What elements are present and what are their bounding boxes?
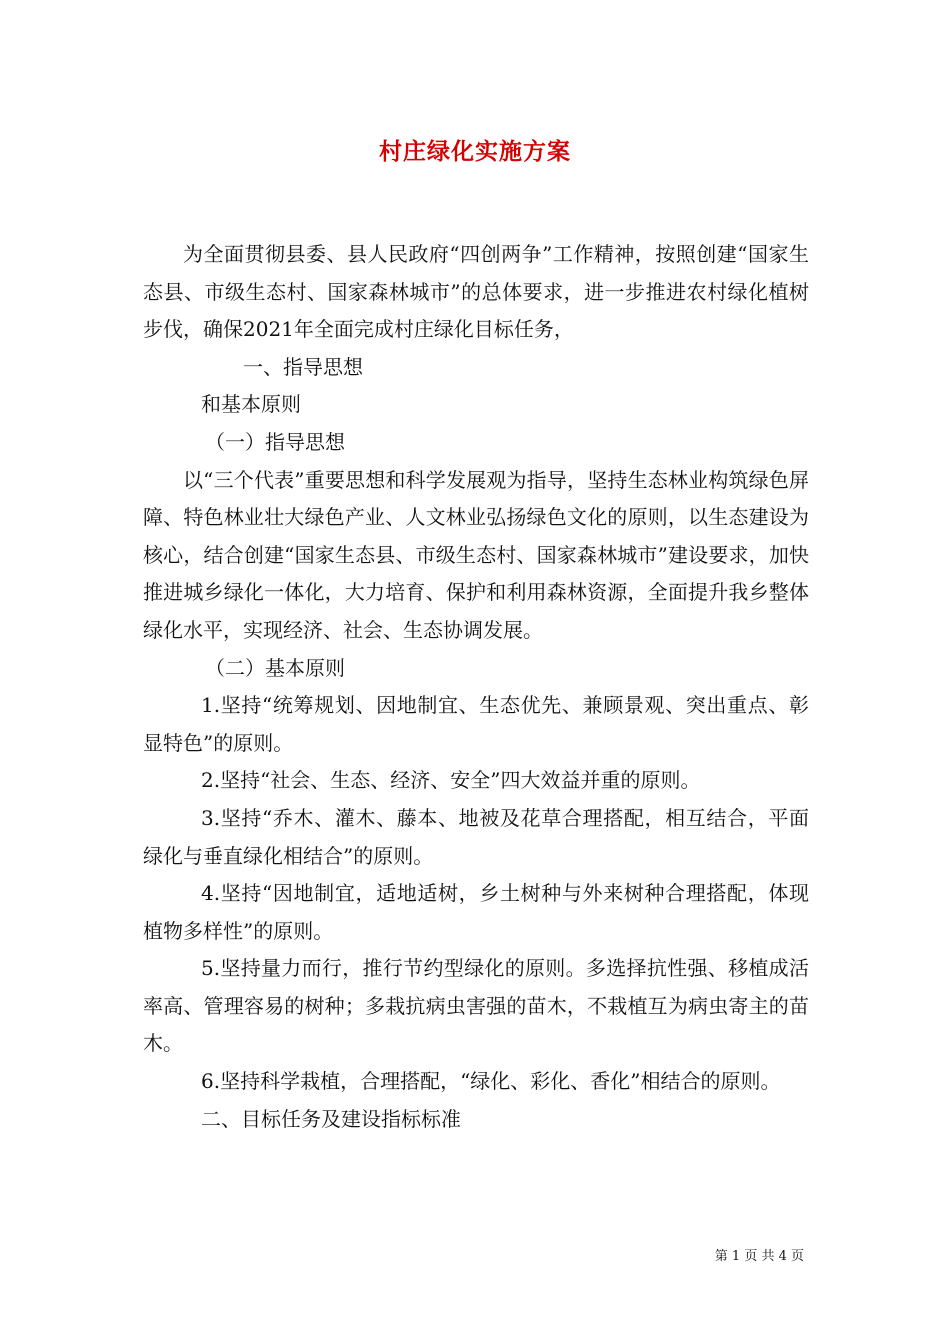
section-heading-continued: 和基本原则 <box>201 392 301 417</box>
principle-item-1: 1.坚持“统筹规划、因地制宜、生态优先、兼顾景观、突出重点、彰显特色”的原则。 <box>143 693 809 755</box>
subsection-heading-guiding-ideology: （一）指导思想 <box>205 429 345 454</box>
intro-paragraph: 为全面贯彻县委、县人民政府“四创两争”工作精神，按照创建“国家生态县、市级生态村、国家森林城市”的总体要求，进一步推进农村绿化植树步伐，确保2021年全面完成村庄绿化目标任务， <box>143 242 809 342</box>
section-heading-targets: 二、目标任务及建设指标标准 <box>201 1106 461 1131</box>
page-number-footer: 第 1 页 共 4 页 <box>714 1249 804 1264</box>
principle-item-5: 5.坚持量力而行，推行节约型绿化的原则。多选择抗性强、移植成活率高、管理容易的树种；多栽抗病虫害强的苗木，不栽植互为病虫寄主的苗木。 <box>143 956 809 1056</box>
subsection-heading-basic-principles: （二）基本原则 <box>205 655 345 680</box>
principle-item-2: 2.坚持“社会、生态、经济、安全”四大效益并重的原则。 <box>201 768 701 793</box>
document-title: 村庄绿化实施方案 <box>379 138 571 165</box>
section-heading-guiding-ideology: 一、指导思想 <box>243 354 363 379</box>
guiding-ideology-paragraph: 以“三个代表”重要思想和科学发展观为指导，坚持生态林业构筑绿色屏障、特色林业壮大绿色产业、人文林业弘扬绿色文化的原则，以生态建设为核心，结合创建“国家生态县、市级生态村、国家森林城市”建设要求，加快推进城乡绿化一体化，大力培育、保护和利用森林资源，全面提升我乡整体绿化水平，实现经济、社会、生态协调发展。 <box>143 467 809 642</box>
document-body <box>143 236 809 1138</box>
principle-item-4: 4.坚持“因地制宜，适地适树，乡土树种与外来树种合理搭配，体现植物多样性”的原则。 <box>143 881 809 943</box>
principle-item-3: 3.坚持“乔木、灌木、藤本、地被及花草合理搭配，相互结合，平面绿化与垂直绿化相结合”的原则。 <box>143 805 809 868</box>
principle-item-6: 6.坚持科学栽植，合理搭配，“绿化、彩化、香化”相结合的原则。 <box>201 1069 781 1094</box>
